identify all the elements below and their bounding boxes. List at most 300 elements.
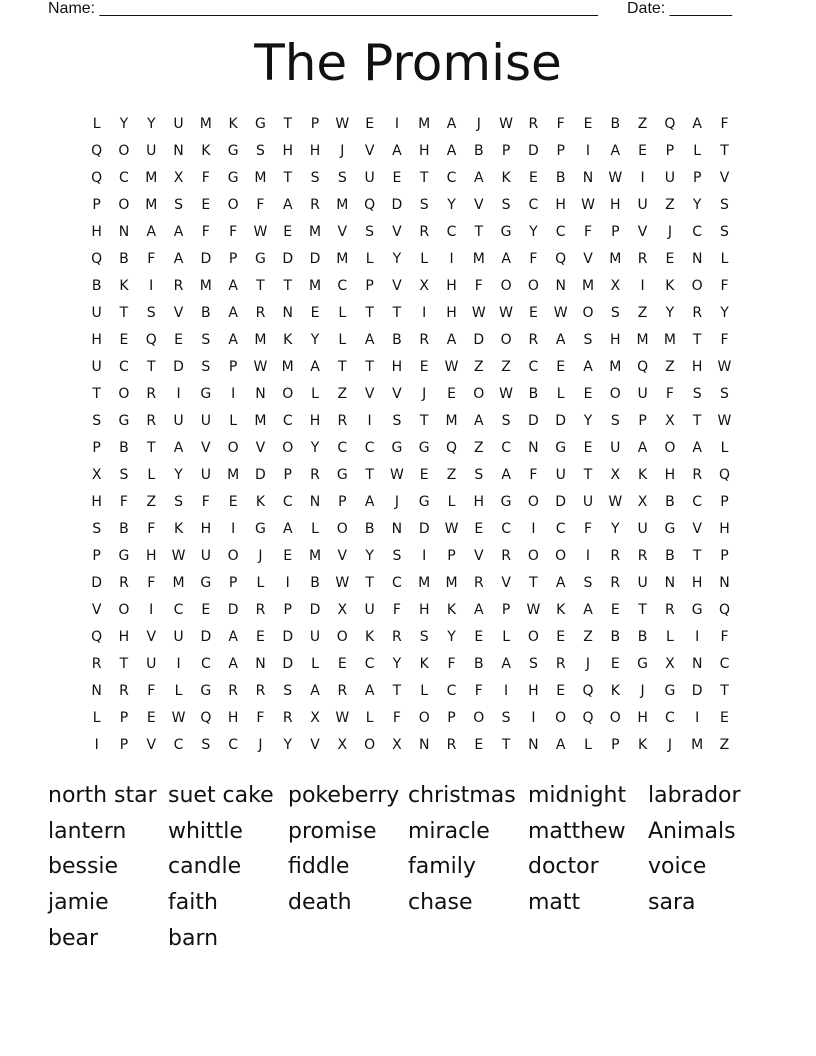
grid-letter[interactable]: A [692,440,702,456]
grid-letter[interactable]: F [665,386,674,402]
grid-letter[interactable]: A [610,143,621,159]
grid-letter[interactable]: H [282,143,293,159]
grid-letter[interactable]: L [720,440,729,456]
grid-letter[interactable]: I [231,386,236,402]
grid-letter[interactable]: E [201,197,211,213]
grid-letter[interactable]: L [584,737,592,753]
grid-letter[interactable]: S [146,305,156,321]
grid-letter[interactable]: W [444,359,459,375]
grid-letter[interactable]: L [311,521,319,537]
grid-letter[interactable]: B [528,386,539,402]
grid-letter[interactable]: A [228,629,238,645]
grid-letter[interactable]: O [555,548,567,564]
grid-letter[interactable]: F [147,521,156,537]
grid-letter[interactable]: K [665,278,675,294]
grid-letter[interactable]: B [392,332,402,348]
grid-letter[interactable]: T [692,548,702,564]
grid-letter[interactable]: C [664,710,675,726]
grid-letter[interactable]: T [283,116,292,132]
grid-letter[interactable]: S [92,521,102,537]
grid-letter[interactable]: S [419,629,429,645]
grid-letter[interactable]: S [392,413,402,429]
grid-letter[interactable]: S [255,143,265,159]
grid-letter[interactable]: T [692,413,702,429]
grid-letter[interactable]: J [340,143,345,159]
grid-letter[interactable]: S [92,413,102,429]
grid-letter[interactable]: S [337,170,347,186]
grid-letter[interactable]: N [664,575,676,591]
grid-letter[interactable]: U [200,548,211,564]
grid-letter[interactable]: G [255,116,266,132]
grid-letter[interactable]: C [119,359,129,375]
grid-letter[interactable]: P [501,143,511,159]
grid-letter[interactable]: E [638,143,648,159]
grid-letter[interactable]: W [581,197,595,213]
grid-letter[interactable]: B [119,251,129,267]
grid-letter[interactable]: Q [718,602,730,618]
grid-letter[interactable]: E [419,467,429,483]
grid-letter[interactable]: R [501,548,511,564]
grid-letter[interactable]: M [308,548,322,564]
grid-letter[interactable]: U [200,413,211,429]
grid-letter[interactable]: V [501,575,511,591]
grid-letter[interactable]: F [392,710,401,726]
grid-letter[interactable]: D [309,251,321,267]
grid-letter[interactable]: O [336,521,348,537]
grid-letter[interactable]: A [501,656,511,672]
grid-letter[interactable]: C [528,197,539,213]
grid-letter[interactable]: L [556,386,565,402]
grid-letter[interactable]: O [527,278,539,294]
grid-letter[interactable]: O [118,197,130,213]
grid-letter[interactable]: H [473,494,485,510]
grid-letter[interactable]: H [91,494,102,510]
grid-letter[interactable]: C [282,494,293,510]
grid-letter[interactable]: Y [665,305,675,321]
grid-letter[interactable]: L [147,467,156,483]
grid-letter[interactable]: M [308,278,322,294]
grid-letter[interactable]: J [667,224,672,240]
grid-letter[interactable]: T [119,305,129,321]
grid-letter[interactable]: I [585,548,591,564]
grid-letter[interactable]: M [336,197,349,213]
grid-letter[interactable]: T [283,170,292,186]
grid-letter[interactable]: T [720,683,729,699]
grid-letter[interactable]: S [501,197,511,213]
grid-letter[interactable]: H [691,359,703,375]
grid-letter[interactable]: I [176,656,181,672]
grid-letter[interactable]: B [610,629,621,645]
grid-letter[interactable]: D [282,629,294,645]
grid-letter[interactable]: M [227,467,240,483]
grid-letter[interactable]: H [91,332,102,348]
grid-letter[interactable]: L [665,629,674,645]
grid-letter[interactable]: K [419,656,429,672]
grid-letter[interactable]: I [531,521,536,537]
grid-letter[interactable]: G [200,386,212,402]
grid-letter[interactable]: N [255,656,266,672]
grid-letter[interactable]: Y [365,548,374,564]
grid-letter[interactable]: O [473,386,485,402]
grid-letter[interactable]: P [611,737,620,753]
grid-letter[interactable]: U [610,440,621,456]
grid-letter[interactable]: Q [718,467,730,483]
grid-letter[interactable]: F [720,278,729,294]
grid-letter[interactable]: V [474,197,484,213]
grid-letter[interactable]: D [200,251,212,267]
grid-letter[interactable]: J [585,656,591,672]
grid-letter[interactable]: H [91,224,102,240]
grid-letter[interactable]: P [720,548,729,564]
grid-letter[interactable]: V [692,521,702,537]
grid-letter[interactable]: D [555,494,567,510]
grid-letter[interactable]: S [174,494,183,510]
date-field[interactable]: Date: _______ [627,0,732,17]
grid-letter[interactable]: O [282,386,294,402]
grid-letter[interactable]: G [200,575,212,591]
grid-letter[interactable]: Y [529,224,538,240]
grid-letter[interactable]: A [692,116,702,132]
grid-letter[interactable]: P [119,710,129,726]
grid-letter[interactable]: X [173,170,184,186]
grid-letter[interactable]: D [473,332,485,348]
grid-letter[interactable]: D [173,359,184,375]
grid-letter[interactable]: M [308,224,322,240]
grid-letter[interactable]: X [610,467,621,483]
grid-letter[interactable]: H [446,305,457,321]
grid-letter[interactable]: V [364,386,375,402]
grid-letter[interactable]: W [253,359,268,375]
grid-letter[interactable]: Y [447,629,456,645]
grid-letter[interactable]: M [254,332,267,348]
grid-letter[interactable]: C [337,440,348,456]
grid-letter[interactable]: P [365,278,374,294]
grid-letter[interactable]: X [337,602,348,618]
grid-letter[interactable]: A [501,251,511,267]
grid-letter[interactable]: M [663,332,676,348]
grid-letter[interactable]: V [392,386,402,402]
grid-letter[interactable]: V [173,305,184,321]
grid-letter[interactable]: L [174,683,183,699]
grid-letter[interactable]: U [582,494,594,510]
grid-letter[interactable]: S [528,656,538,672]
grid-letter[interactable]: R [255,602,266,618]
grid-letter[interactable]: U [637,197,648,213]
grid-letter[interactable]: X [637,494,648,510]
grid-letter[interactable]: G [691,602,703,618]
grid-letter[interactable]: H [227,710,239,726]
grid-letter[interactable]: X [665,413,675,429]
grid-letter[interactable]: U [637,575,648,591]
grid-letter[interactable]: C [200,656,211,672]
grid-letter[interactable]: O [118,602,130,618]
grid-letter[interactable]: W [171,710,186,726]
grid-letter[interactable]: H [555,197,566,213]
grid-letter[interactable]: H [118,629,130,645]
grid-letter[interactable]: N [691,251,703,267]
grid-letter[interactable]: R [255,683,266,699]
grid-letter[interactable]: Y [392,656,402,672]
grid-letter[interactable]: M [145,197,158,213]
grid-letter[interactable]: V [91,602,102,618]
grid-letter[interactable]: V [583,251,593,267]
grid-letter[interactable]: O [227,548,239,564]
grid-letter[interactable]: M [199,116,212,132]
grid-letter[interactable]: E [447,386,456,402]
grid-letter[interactable]: L [311,386,319,402]
grid-letter[interactable]: C [719,656,730,672]
grid-letter[interactable]: H [309,143,321,159]
grid-letter[interactable]: W [253,224,268,240]
grid-letter[interactable]: O [418,710,430,726]
grid-letter[interactable]: Q [582,683,594,699]
grid-letter[interactable]: M [445,575,458,591]
grid-letter[interactable]: R [665,602,675,618]
grid-letter[interactable]: P [310,116,320,132]
grid-letter[interactable]: W [608,494,623,510]
grid-letter[interactable]: R [692,467,703,483]
grid-letter[interactable]: C [337,278,348,294]
grid-letter[interactable]: R [419,332,430,348]
grid-letter[interactable]: E [337,656,347,672]
grid-letter[interactable]: N [555,278,566,294]
grid-letter[interactable]: A [173,224,184,240]
grid-letter[interactable]: Q [91,251,103,267]
grid-letter[interactable]: C [173,602,184,618]
grid-letter[interactable]: W [526,602,541,618]
grid-letter[interactable]: F [583,224,593,240]
grid-letter[interactable]: P [692,170,702,186]
grid-letter[interactable]: T [119,656,129,672]
grid-letter[interactable]: E [583,440,593,456]
grid-letter[interactable]: H [391,359,403,375]
grid-letter[interactable]: T [365,467,374,483]
grid-letter[interactable]: L [447,494,456,510]
grid-letter[interactable]: A [146,224,157,240]
grid-letter[interactable]: S [583,332,593,348]
grid-letter[interactable]: S [201,332,211,348]
grid-letter[interactable]: E [528,305,538,321]
grid-letter[interactable]: P [228,359,238,375]
grid-letter[interactable]: L [92,710,101,726]
grid-letter[interactable]: W [717,413,732,429]
grid-letter[interactable]: W [499,116,514,132]
grid-letter[interactable]: Q [91,629,103,645]
grid-letter[interactable]: L [92,116,101,132]
grid-letter[interactable]: I [285,575,290,591]
grid-letter[interactable]: P [119,737,129,753]
grid-letter[interactable]: U [364,602,375,618]
grid-letter[interactable]: O [364,737,376,753]
grid-letter[interactable]: A [228,278,238,294]
grid-letter[interactable]: T [146,359,156,375]
grid-letter[interactable]: F [201,170,210,186]
grid-letter[interactable]: A [364,683,375,699]
grid-letter[interactable]: M [472,251,485,267]
grid-letter[interactable]: S [501,413,511,429]
grid-letter[interactable]: O [500,332,512,348]
grid-letter[interactable]: B [474,143,484,159]
grid-letter[interactable]: P [228,251,238,267]
grid-letter[interactable]: V [146,737,157,753]
grid-letter[interactable]: Y [583,413,593,429]
grid-letter[interactable]: G [500,224,512,240]
grid-letter[interactable]: M [445,413,458,429]
grid-letter[interactable]: R [310,197,320,213]
grid-letter[interactable]: U [637,386,648,402]
grid-letter[interactable]: S [201,359,211,375]
grid-letter[interactable]: Q [91,170,103,186]
grid-letter[interactable]: O [582,305,594,321]
grid-letter[interactable]: U [309,629,321,645]
grid-letter[interactable]: N [91,683,102,699]
grid-letter[interactable]: P [228,575,238,591]
grid-letter[interactable]: R [337,413,348,429]
grid-letter[interactable]: T [529,575,538,591]
grid-letter[interactable]: P [338,494,347,510]
grid-letter[interactable]: V [337,548,348,564]
grid-letter[interactable]: B [310,575,320,591]
grid-letter[interactable]: F [256,710,265,726]
grid-letter[interactable]: F [556,116,565,132]
grid-letter[interactable]: P [720,494,729,510]
grid-letter[interactable]: H [528,683,539,699]
grid-letter[interactable]: I [695,710,700,726]
grid-letter[interactable]: H [418,143,430,159]
grid-letter[interactable]: A [583,602,593,618]
grid-letter[interactable]: N [255,386,266,402]
grid-letter[interactable]: Z [474,359,484,375]
grid-letter[interactable]: K [637,467,648,483]
grid-letter[interactable]: T [583,467,593,483]
grid-letter[interactable]: E [174,332,183,348]
grid-letter[interactable]: E [228,494,238,510]
grid-letter[interactable]: O [118,386,130,402]
grid-letter[interactable]: C [555,521,566,537]
grid-letter[interactable]: D [391,197,403,213]
grid-letter[interactable]: F [447,656,456,672]
grid-letter[interactable]: L [338,305,347,321]
grid-letter[interactable]: Y [392,251,402,267]
grid-letter[interactable]: N [118,224,130,240]
grid-letter[interactable]: E [392,170,402,186]
grid-letter[interactable]: S [692,386,702,402]
grid-letter[interactable]: T [365,305,374,321]
grid-letter[interactable]: X [419,278,429,294]
grid-letter[interactable]: B [665,548,675,564]
grid-letter[interactable]: S [720,197,729,213]
grid-letter[interactable]: H [664,467,676,483]
grid-letter[interactable]: C [501,440,511,456]
grid-letter[interactable]: W [444,521,459,537]
grid-letter[interactable]: G [118,413,130,429]
grid-letter[interactable]: U [146,143,157,159]
grid-letter[interactable]: W [335,116,350,132]
grid-letter[interactable]: L [693,143,702,159]
grid-letter[interactable]: J [394,494,399,510]
grid-letter[interactable]: E [256,629,265,645]
grid-letter[interactable]: S [474,467,484,483]
grid-letter[interactable]: Z [501,359,511,375]
grid-letter[interactable]: B [119,521,129,537]
grid-letter[interactable]: G [255,521,266,537]
grid-letter[interactable]: Q [664,116,676,132]
grid-letter[interactable]: T [338,359,347,375]
grid-letter[interactable]: A [310,683,320,699]
grid-letter[interactable]: U [91,359,102,375]
grid-letter[interactable]: F [583,521,593,537]
grid-letter[interactable]: P [665,143,675,159]
grid-letter[interactable]: I [176,386,181,402]
grid-letter[interactable]: Q [637,359,649,375]
grid-letter[interactable]: U [637,521,648,537]
grid-letter[interactable]: N [528,440,539,456]
grid-letter[interactable]: R [146,413,157,429]
grid-letter[interactable]: F [720,116,729,132]
grid-letter[interactable]: D [282,251,294,267]
grid-letter[interactable]: N [691,656,703,672]
grid-letter[interactable]: D [255,467,266,483]
grid-letter[interactable]: X [392,737,402,753]
grid-letter[interactable]: A [392,143,402,159]
grid-letter[interactable]: J [258,737,263,753]
grid-letter[interactable]: A [555,575,566,591]
grid-letter[interactable]: W [499,305,514,321]
grid-letter[interactable]: G [336,467,348,483]
grid-letter[interactable]: A [228,332,238,348]
grid-letter[interactable]: A [446,143,457,159]
grid-letter[interactable]: J [640,683,645,699]
grid-letter[interactable]: R [528,332,539,348]
grid-letter[interactable]: K [283,332,293,348]
grid-letter[interactable]: D [227,602,239,618]
grid-letter[interactable]: O [609,710,621,726]
grid-letter[interactable]: O [118,143,130,159]
grid-letter[interactable]: T [283,278,292,294]
grid-letter[interactable]: K [173,521,184,537]
grid-letter[interactable]: W [335,575,350,591]
grid-letter[interactable]: O [336,629,348,645]
grid-letter[interactable]: T [638,602,647,618]
grid-letter[interactable]: A [555,737,566,753]
grid-letter[interactable]: R [446,737,457,753]
grid-letter[interactable]: V [392,278,402,294]
grid-letter[interactable]: K [637,737,648,753]
grid-letter[interactable]: L [229,413,238,429]
grid-letter[interactable]: R [392,629,402,645]
grid-letter[interactable]: M [418,116,431,132]
grid-letter[interactable]: F [229,224,238,240]
grid-letter[interactable]: M [199,278,212,294]
grid-letter[interactable]: G [664,521,676,537]
grid-letter[interactable]: R [119,575,129,591]
grid-letter[interactable]: H [719,521,730,537]
grid-letter[interactable]: R [282,710,293,726]
grid-letter[interactable]: V [337,224,348,240]
grid-letter[interactable]: Y [720,305,729,321]
grid-letter[interactable]: C [446,224,457,240]
grid-letter[interactable]: E [474,629,484,645]
grid-letter[interactable]: A [173,251,184,267]
grid-letter[interactable]: A [501,467,511,483]
name-field[interactable]: Name: ________________________________________________________ [48,0,598,17]
grid-letter[interactable]: X [310,710,320,726]
grid-letter[interactable]: Z [474,440,484,456]
grid-letter[interactable]: M [281,359,294,375]
grid-letter[interactable]: F [720,332,729,348]
grid-letter[interactable]: G [500,494,512,510]
grid-letter[interactable]: P [92,440,101,456]
